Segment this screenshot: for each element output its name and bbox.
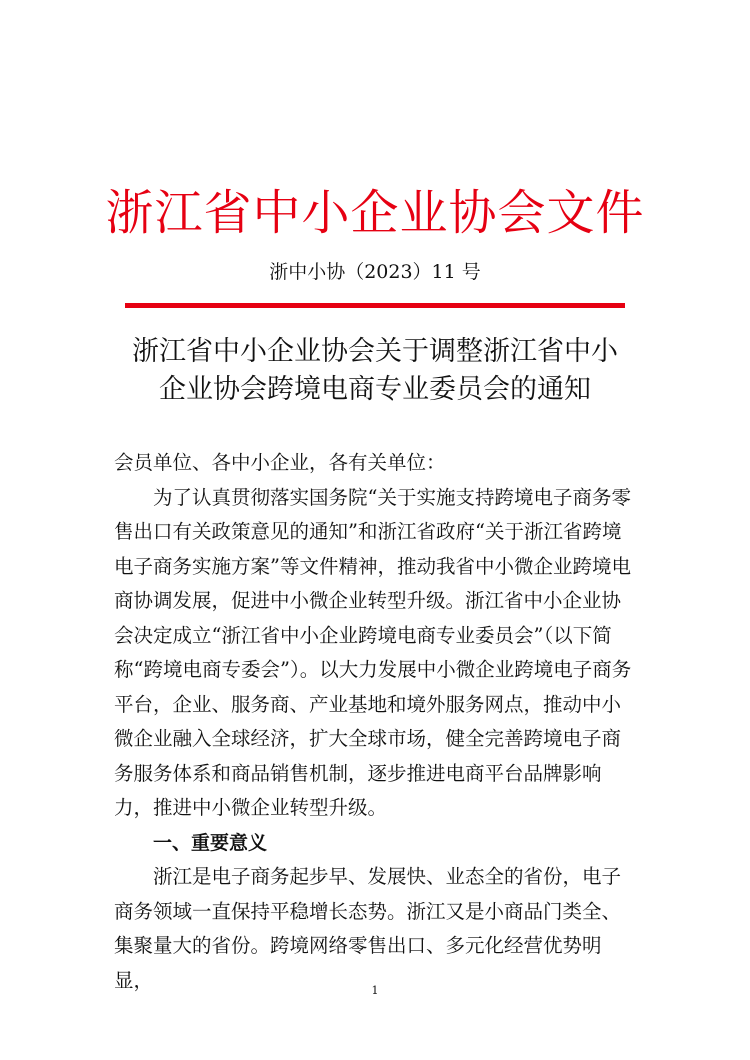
notice-title-line-1: 浙江省中小企业协会关于调整浙江省中小 bbox=[132, 336, 618, 367]
document-number: 浙中小协（2023）11 号 bbox=[269, 261, 481, 283]
red-divider-rule bbox=[125, 303, 625, 308]
notice-title bbox=[85, 333, 665, 409]
masthead-title: 浙江省中小企业协会文件 bbox=[105, 185, 645, 241]
section-heading-significance: 一、重要意义 bbox=[153, 831, 268, 854]
salutation: 会员单位、各中小企业，各有关单位： bbox=[114, 451, 446, 474]
paragraph-significance: 浙江是电子商务起步早、发展快、业态全的省份，电子商务领域一直保持平稳增长态势。浙江又是小商品门类全、集聚量大的省份。跨境网络零售出口、多元化经营优势明显， bbox=[114, 865, 622, 992]
page-number: 1 bbox=[371, 984, 379, 997]
paragraph-intro: 为了认真贯彻落实国务院“关于实施支持跨境电子商务零售出口有关政策意见的通知”和浙江省政府“关于浙江省跨境电子商务实施方案”等文件精神，推动我省中小微企业跨境电商协调发展，促进中小微企业转型升级。浙江省中小企业协会决定成立“浙江省中小企业跨境电商专业委员会”（以下简称“跨境电商专委会”）。以大力发展中小微企业跨境电子商务平台，企业、服务商、产业基地和境外服务网点，推动中小微企业融入全球经济，扩大全球市场，健全完善跨境电子商务服务体系和商品销售机制，逐步推进电商平台品牌影响力，推进中小微企业转型升级。 bbox=[114, 485, 632, 819]
notice-body bbox=[114, 446, 640, 998]
notice-title-line-2: 企业协会跨境电商专业委员会的通知 bbox=[159, 374, 591, 405]
